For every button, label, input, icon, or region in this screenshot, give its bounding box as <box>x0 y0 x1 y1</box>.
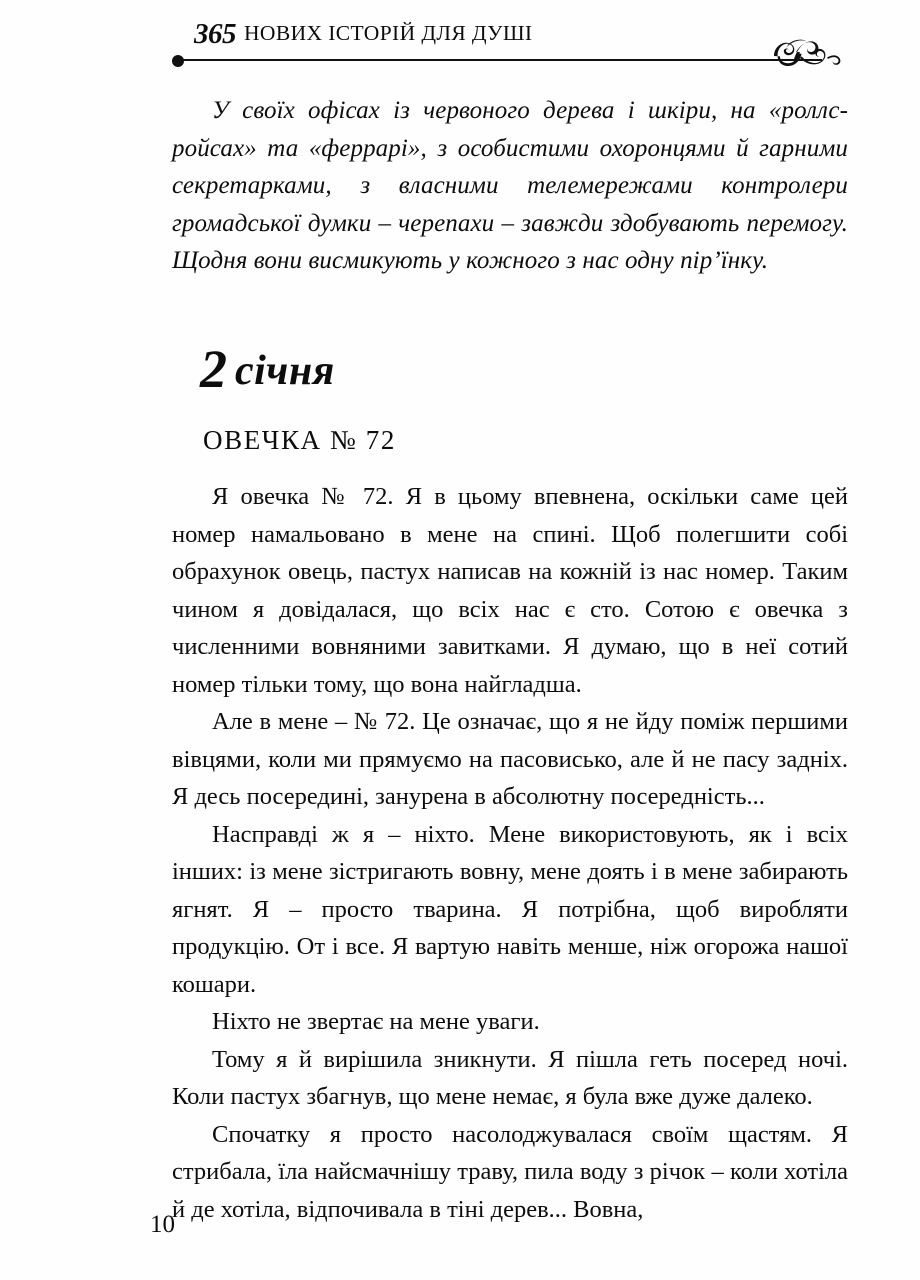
epigraph-paragraph: У своїх офісах із червоного дерева і шкіри, на «роллс-ройсах» та «феррарі», з особистими охоронцями й гарними секретарками, з власними телемережами контролери громадської думки – черепахи – завжди здобувають перемогу. Щодня вони висмикують у кожного з нас одну пір’їнку. <box>172 97 848 274</box>
story-paragraph: Ніхто не звертає на мене уваги. <box>212 1008 540 1035</box>
calligraphic-flourish-icon <box>744 32 848 72</box>
story-paragraph: Тому я й вирішила зникнути. Я пішла геть посеред ночі. Коли пастух збагнув, що мене немає, я була вже дуже далеко. <box>172 1045 848 1110</box>
story-paragraph: Але в мене – № 72. Це означає, що я не йду поміж першими вівцями, коли ми прямуємо на пасовисько, але й не пасу задніх. Я десь посередині, занурена в абсолютну посередність... <box>172 708 848 810</box>
running-header-rule-group <box>172 54 848 68</box>
entry-date-heading <box>200 338 335 400</box>
story-title: ОВЕЧКА № 72 <box>203 425 396 455</box>
page-number: 10 <box>150 1211 175 1238</box>
story-paragraph: Я овечка № 72. Я в цьому впевнена, оскільки саме цей номер намальовано в мене на спині. Щоб полегшити собі обрахунок овець, пастух написав на кожній із нас номер. Таким чином я довідалася, що всіх нас є сто. Сотою є овечка з численними вовняними завитками. Я думаю, що в неї сотий номер тільки тому, що вона найгладша. <box>172 483 848 698</box>
entry-date-month: січня <box>235 348 335 394</box>
running-header-words: НОВИХ ІСТОРІЙ ДЛЯ ДУШІ <box>244 21 533 45</box>
running-header-title <box>194 18 532 51</box>
header-rule-line <box>182 59 822 61</box>
running-header <box>172 18 848 74</box>
running-header-numeral: 365 <box>194 18 236 50</box>
story-body <box>172 478 848 1228</box>
story-paragraph: Спочатку я просто насолоджувалася своїм щастям. Я стрибала, їла найсмачнішу траву, пила воду з річок – коли хотіла й де хотіла, відпочивала в тіні дерев... Вовна, <box>172 1120 848 1223</box>
entry-date-numeral: 2 <box>200 339 226 399</box>
story-paragraph: Насправді ж я – ніхто. Мене використовують, як і всіх інших: із мене зістригають вовну, мене доять і в мене забирають ягнят. Я – просто тварина. Я потрібна, щоб виробляти продукцію. От і все. Я вартую навіть менше, ніж огорожа нашої кошари. <box>172 820 848 998</box>
epigraph-block <box>172 92 848 280</box>
